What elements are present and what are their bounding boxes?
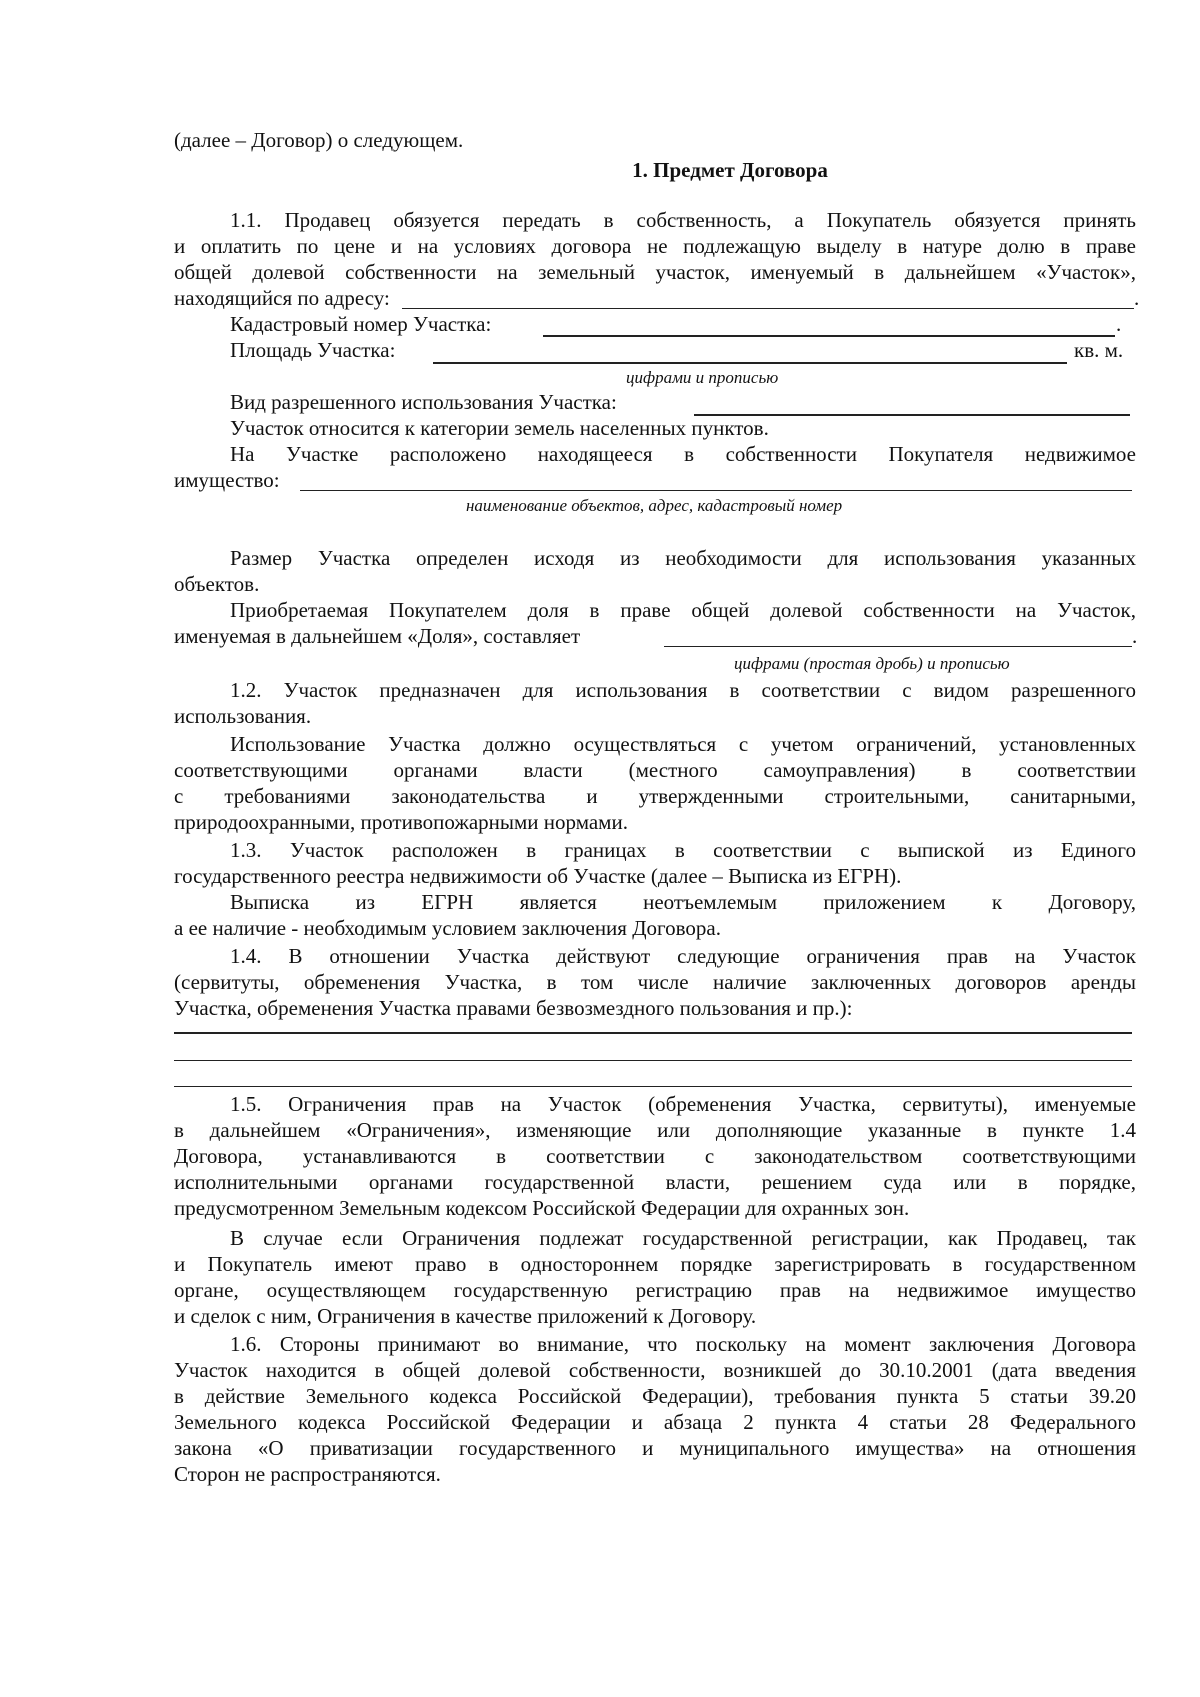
usage-line: природоохранными, противопожарными нормами. — [174, 810, 628, 834]
p1-4-line: 1.4. В отношении Участка действуют следующие ограничения прав на Участок — [230, 944, 1136, 968]
restrictions-field-1 — [174, 1032, 1132, 1034]
period: . — [1134, 286, 1140, 310]
usage-line: Использование Участка должно осуществляться с учетом ограничений, установленных — [230, 732, 1136, 756]
p1-6-line: Земельного кодекса Российской Федерации и абзаца 2 пункта 4 статьи 28 Федерального — [174, 1410, 1136, 1434]
p1-5-line: Договора, устанавливаются в соответствии с законодательством соответствующими — [174, 1144, 1136, 1168]
address-label: находящийся по адресу: — [174, 286, 390, 310]
p1-5-line: 1.5. Ограничения прав на Участок (обременения Участка, сервитуты), именуемые — [230, 1092, 1136, 1116]
p1-6-line: закона «О приватизации государственного и муниципального имущества» на отношения — [174, 1436, 1136, 1460]
p1-5-line: в дальнейшем «Ограничения», изменяющие или дополняющие указанные в пункте 1.4 — [174, 1118, 1136, 1142]
size-line: Размер Участка определен исходя из необходимости для использования указанных — [230, 546, 1136, 570]
property-field — [300, 490, 1132, 491]
registration-line: органе, осуществляющем государственную регистрацию прав на недвижимое имущество — [174, 1278, 1136, 1302]
period: . — [1132, 624, 1138, 648]
restrictions-field-3 — [174, 1086, 1132, 1087]
restrictions-field-2 — [174, 1060, 1132, 1061]
period: . — [1116, 312, 1122, 336]
p1-6-line: в действие Земельного кодекса Российской Федерации), требования пункта 5 статьи 39.20 — [174, 1384, 1136, 1408]
p1-6-line: Участок находится в общей долевой собственности, возникшей до 30.10.2001 (дата введения — [174, 1358, 1136, 1382]
extract-line: а ее наличие - необходимым условием заключения Договора. — [174, 916, 721, 940]
share-label: именуемая в дальнейшем «Доля», составляет — [174, 624, 581, 648]
usage-line: соответствующими органами власти (местного самоуправления) в соответствии — [174, 758, 1136, 782]
p1-4-line: Участка, обременения Участка правами безвозмездного пользования и пр.): — [174, 996, 853, 1020]
p1-5-line: предусмотренном Земельным кодексом Российской Федерации для охранных зон. — [174, 1196, 910, 1220]
p1-3-line: государственного реестра недвижимости об Участке (далее – Выписка из ЕГРН). — [174, 864, 902, 888]
property-line: На Участке расположено находящееся в собственности Покупателя недвижимое — [230, 442, 1136, 466]
use-label: Вид разрешенного использования Участка: — [230, 390, 617, 414]
area-unit: кв. м. — [1074, 338, 1124, 362]
cadastral-field — [543, 335, 1115, 337]
p1-3-line: 1.3. Участок расположен в границах в соответствии с выпиской из Единого — [230, 838, 1136, 862]
p1-1-line: и оплатить по цене и на условиях договора не подлежащую выделу в натуре долю в праве — [174, 234, 1136, 258]
usage-line: с требованиями законодательства и утвержденными строительными, санитарными, — [174, 784, 1136, 808]
registration-line: и сделок с ним, Ограничения в качестве приложений к Договору. — [174, 1304, 757, 1328]
p1-1-line: 1.1. Продавец обязуется передать в собственность, а Покупатель обязуется принять — [230, 208, 1136, 232]
share-line: Приобретаемая Покупателем доля в праве общей долевой собственности на Участок, — [230, 598, 1136, 622]
cadastral-label: Кадастровый номер Участка: — [230, 312, 492, 336]
p1-4-line: (сервитуты, обременения Участка, в том числе наличие заключенных договоров аренды — [174, 970, 1136, 994]
share-note: цифрами (простая дробь) и прописью — [734, 654, 1010, 673]
registration-line: и Покупатель имеют право в одностороннем порядке зарегистрировать в государственном — [174, 1252, 1136, 1276]
p1-2-line: 1.2. Участок предназначен для использования в соответствии с видом разрешенного — [230, 678, 1136, 702]
category-text: Участок относится к категории земель населенных пунктов. — [230, 416, 769, 440]
p1-6-line: Сторон не распространяются. — [174, 1462, 441, 1486]
p1-1-line: общей долевой собственности на земельный участок, именуемый в дальнейшем «Участок», — [174, 260, 1136, 284]
intro-line: (далее – Договор) о следующем. — [174, 128, 464, 152]
extract-line: Выписка из ЕГРН является неотъемлемым приложением к Договору, — [230, 890, 1136, 914]
area-note: цифрами и прописью — [626, 368, 779, 387]
property-label: имущество: — [174, 468, 280, 492]
registration-line: В случае если Ограничения подлежат государственной регистрации, как Продавец, так — [230, 1226, 1136, 1250]
area-label: Площадь Участка: — [230, 338, 396, 362]
size-line: объектов. — [174, 572, 260, 596]
p1-6-line: 1.6. Стороны принимают во внимание, что поскольку на момент заключения Договора — [230, 1332, 1136, 1356]
address-field — [402, 308, 1134, 309]
p1-2-line: использования. — [174, 704, 312, 728]
property-note: наименование объектов, адрес, кадастровый номер — [466, 496, 843, 515]
section-title: 1. Предмет Договора — [632, 158, 828, 182]
share-field — [664, 646, 1132, 647]
p1-5-line: исполнительными органами государственной власти, решением суда или в порядке, — [174, 1170, 1136, 1194]
